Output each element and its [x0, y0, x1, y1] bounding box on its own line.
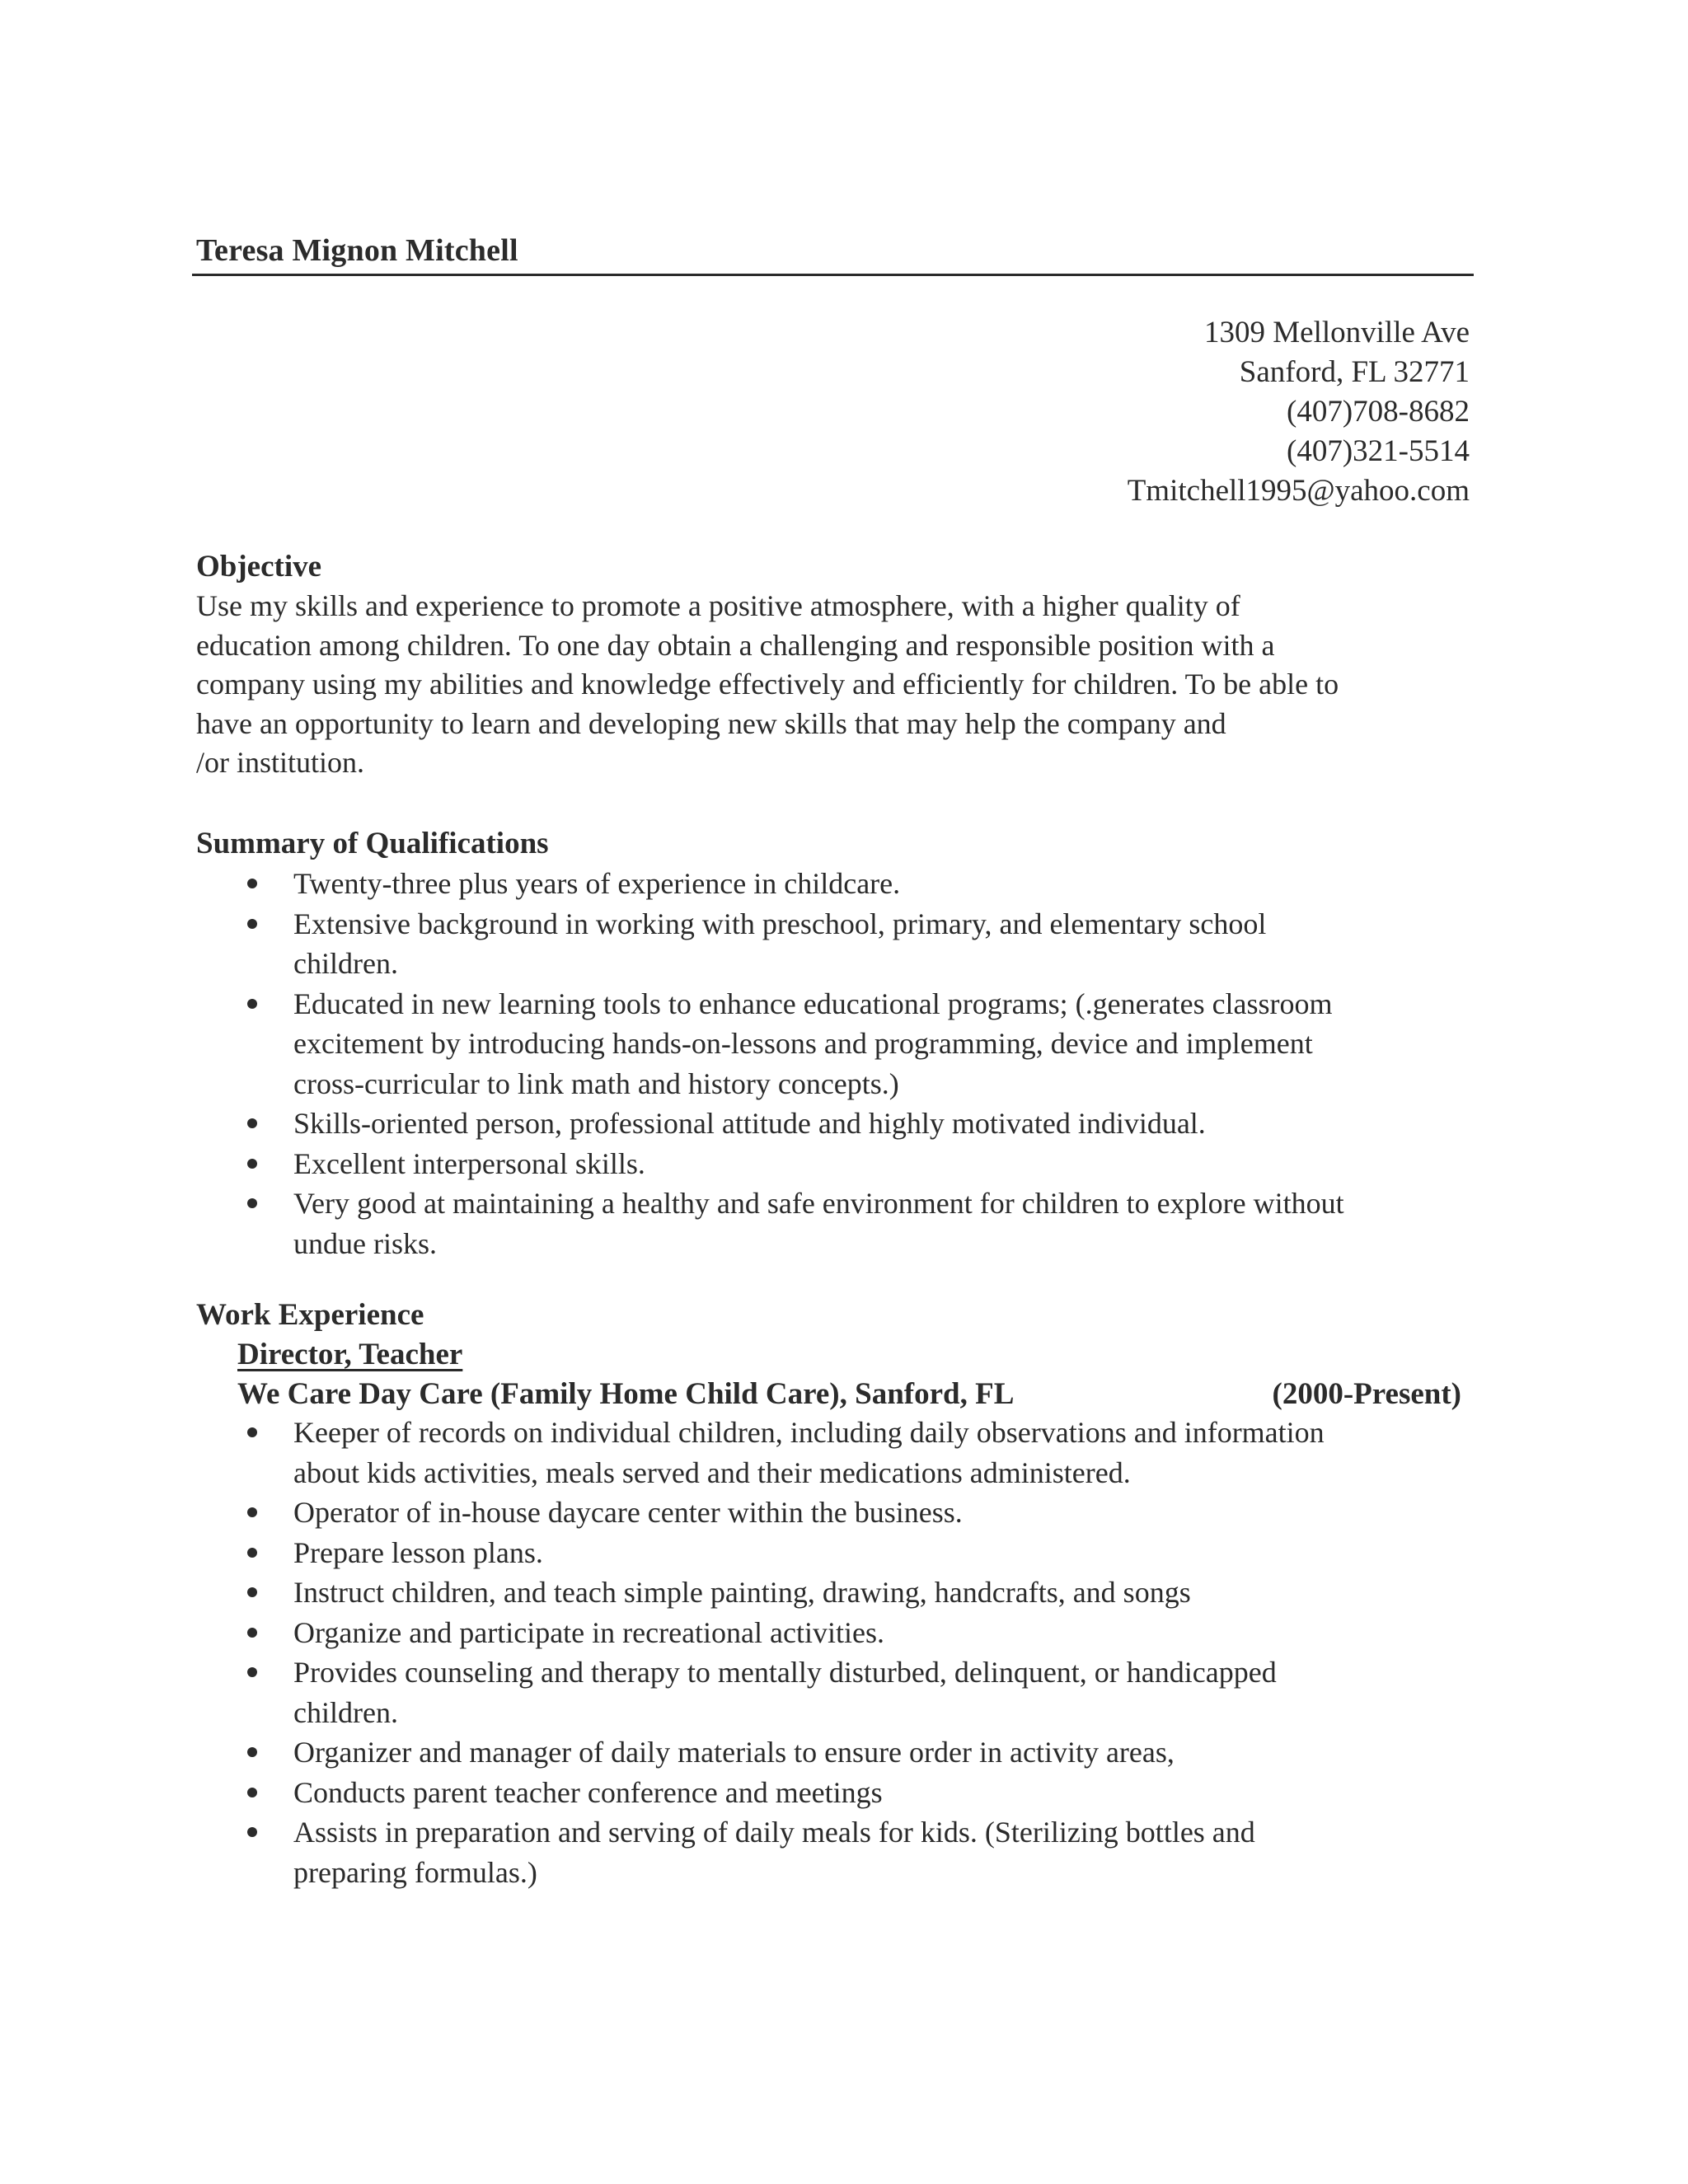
list-item — [196, 1533, 1482, 1573]
list-item-text: Organize and participate in recreational activities. — [293, 1615, 884, 1649]
list-item — [196, 904, 1482, 984]
qualifications-list — [196, 864, 1482, 1263]
qualifications-heading: Summary of Qualifications — [196, 827, 549, 860]
list-item — [196, 1812, 1482, 1892]
list-item-text: Operator of in-house daycare center within the business. — [293, 1496, 963, 1529]
list-item — [196, 1652, 1482, 1732]
list-item — [196, 984, 1482, 1104]
list-item — [196, 1183, 1482, 1263]
objective-line: /or institution. — [196, 746, 365, 779]
objective-line: education among children. To one day obtain a challenging and responsible position with a — [196, 628, 1275, 662]
bullet-icon — [247, 1628, 257, 1638]
bullet-icon — [247, 1548, 257, 1558]
contact-city: Sanford, FL 32771 — [1239, 355, 1470, 389]
contact-phone-2: (407)321-5514 — [1287, 434, 1470, 468]
list-item-text: Keeper of records on individual children, including daily observations and information — [293, 1416, 1325, 1449]
objective-heading: Objective — [196, 550, 322, 583]
list-item-text: Conducts parent teacher conference and meetings — [293, 1775, 883, 1809]
bullet-icon — [247, 1118, 257, 1128]
list-item-text: excitement by introducing hands-on-lessons and programming, device and implement — [293, 1027, 1313, 1060]
objective-line: have an opportunity to learn and developing new skills that may help the company and — [196, 706, 1226, 740]
job-title: Director, Teacher — [237, 1338, 463, 1371]
list-item — [196, 1413, 1482, 1493]
bullet-icon — [247, 1587, 257, 1597]
list-item-text: Excellent interpersonal skills. — [293, 1146, 645, 1180]
bullet-icon — [247, 1827, 257, 1837]
bullet-icon — [247, 1159, 257, 1169]
list-item — [196, 1493, 1482, 1533]
list-item-text: cross-curricular to link math and history concepts.) — [293, 1066, 899, 1100]
bullet-icon — [247, 1788, 257, 1797]
contact-email: Tmitchell1995@yahoo.com — [1127, 474, 1470, 508]
contact-phone-1: (407)708-8682 — [1287, 395, 1470, 429]
applicant-name: Teresa Mignon Mitchell — [196, 233, 518, 268]
bullet-icon — [247, 1747, 257, 1757]
list-item — [196, 1773, 1482, 1813]
bullet-icon — [247, 999, 257, 1009]
list-item-text: children. — [293, 1695, 398, 1729]
list-item-text: Instruct children, and teach simple painting, drawing, handcrafts, and songs — [293, 1576, 1191, 1609]
list-item-text: Educated in new learning tools to enhance educational programs; (.generates classroom — [293, 987, 1333, 1020]
list-item-text: children. — [293, 947, 398, 980]
list-item-text: Prepare lesson plans. — [293, 1535, 543, 1569]
list-item-text: undue risks. — [293, 1226, 437, 1260]
bullet-icon — [247, 1507, 257, 1517]
list-item-text: preparing formulas.) — [293, 1855, 537, 1889]
contact-street: 1309 Mellonville Ave — [1204, 316, 1470, 349]
list-item-text: Skills-oriented person, professional attitude and highly motivated individual. — [293, 1107, 1206, 1140]
list-item-text: Organizer and manager of daily materials to ensure order in activity areas, — [293, 1736, 1175, 1769]
job-employer: We Care Day Care (Family Home Child Care), Sanford, FL — [237, 1377, 1015, 1411]
list-item-text: Very good at maintaining a healthy and safe environment for children to explore without — [293, 1187, 1344, 1220]
list-item-text: Extensive background in working with preschool, primary, and elementary school — [293, 907, 1267, 940]
list-item-text: about kids activities, meals served and their medications administered. — [293, 1455, 1131, 1489]
list-item — [196, 1732, 1482, 1773]
job-dates: (2000-Present) — [1272, 1377, 1461, 1411]
work-experience-heading: Work Experience — [196, 1298, 424, 1332]
list-item — [196, 864, 1482, 904]
list-item — [196, 1144, 1482, 1184]
objective-line: company using my abilities and knowledge effectively and efficiently for children. To be able to — [196, 668, 1339, 701]
bullet-icon — [247, 919, 257, 929]
list-item-text: Twenty-three plus years of experience in childcare. — [293, 867, 901, 900]
objective-line: Use my skills and experience to promote a positive atmosphere, with a higher quality of — [196, 589, 1240, 622]
contact-block — [1128, 313, 1470, 511]
list-item-text: Assists in preparation and serving of daily meals for kids. (Sterilizing bottles and — [293, 1816, 1255, 1849]
bullet-icon — [247, 1198, 257, 1208]
name-divider — [192, 274, 1474, 276]
objective-text — [196, 587, 1482, 783]
bullet-icon — [247, 1427, 257, 1437]
list-item-text: Provides counseling and therapy to mentally disturbed, delinquent, or handicapped — [293, 1656, 1277, 1689]
bullet-icon — [247, 1667, 257, 1677]
list-item — [196, 1104, 1482, 1144]
job-duties-list — [196, 1413, 1482, 1892]
list-item — [196, 1572, 1482, 1613]
list-item — [196, 1613, 1482, 1653]
bullet-icon — [247, 879, 257, 888]
